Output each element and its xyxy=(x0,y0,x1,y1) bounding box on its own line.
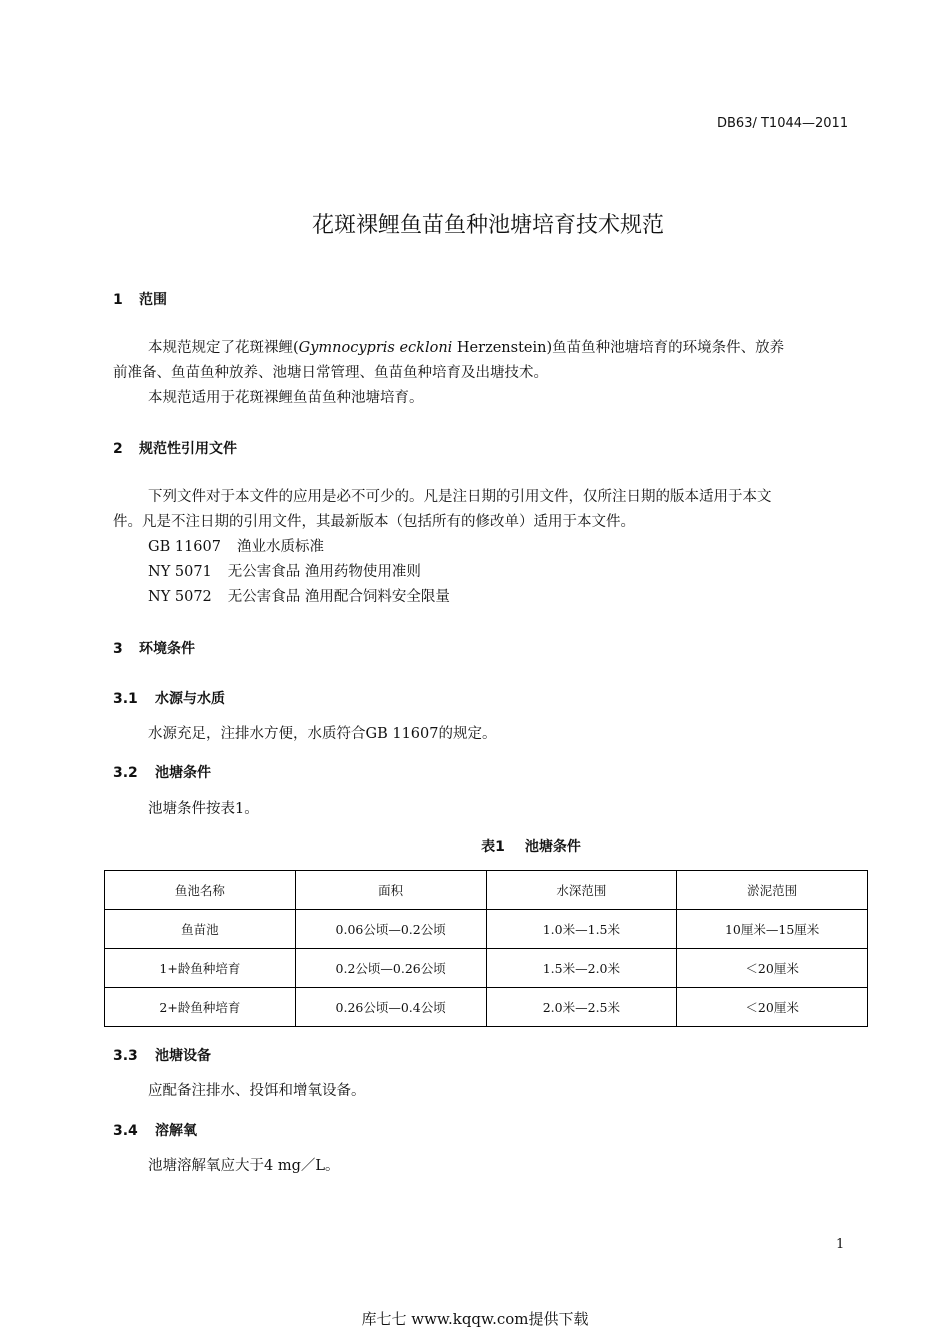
section-3-heading xyxy=(113,638,195,658)
table-cell: 0.06公顷—0.2公顷 xyxy=(295,910,486,949)
subsection-3-3-heading xyxy=(113,1045,211,1065)
text-run: 本规范规定了花斑裸鲤( xyxy=(148,340,299,356)
table-row xyxy=(105,949,868,988)
reference-name: 渔业水质标准 xyxy=(236,539,324,555)
document-code: DB63/ T1044—2011 xyxy=(717,116,849,131)
section-2-heading xyxy=(113,438,237,458)
table-cell: 0.2公顷—0.26公顷 xyxy=(295,949,486,988)
table-title: 池塘条件 xyxy=(524,839,581,855)
table-cell: ＜20厘米 xyxy=(677,988,868,1027)
section-1-heading xyxy=(113,289,167,309)
reference-item xyxy=(148,560,421,585)
section-1-paragraph-1-line-2: 前准备、鱼苗鱼种放养、池塘日常管理、鱼苗鱼种培育及出塘技术。 xyxy=(113,365,548,381)
subsection-number: 3.2 xyxy=(113,765,138,781)
latin-name: Gymnocypris eckloni xyxy=(298,340,453,356)
table-caption xyxy=(0,836,950,856)
footer-text: 库七七 www.kqqw.com提供下载 xyxy=(361,1310,589,1328)
section-2-paragraph-line-1: 下列文件对于本文件的应用是必不可少的。凡是注日期的引用文件，仅所注日期的版本适用于本文 xyxy=(148,489,772,505)
table-cell: 1.5米—2.0米 xyxy=(486,949,677,988)
table-cell: 1.0米—1.5米 xyxy=(486,910,677,949)
document-title: 花斑裸鲤鱼苗鱼种池塘培育技术规范 xyxy=(311,213,664,238)
table-cell: 2+龄鱼种培育 xyxy=(105,988,296,1027)
table-header-row xyxy=(105,871,868,910)
text-run: Herzenstein)鱼苗鱼种池塘培育的环境条件、放养 xyxy=(452,340,785,356)
reference-item xyxy=(148,535,324,560)
page-number: 1 xyxy=(836,1237,845,1252)
subsection-3-2-heading xyxy=(113,762,211,782)
section-title: 范围 xyxy=(139,292,167,308)
section-number: 2 xyxy=(113,441,123,457)
table-row xyxy=(105,988,868,1027)
subsection-3-4-text: 池塘溶解氧应大于4 mg／L。 xyxy=(148,1158,340,1174)
subsection-3-1-text: 水源充足，注排水方便，水质符合GB 11607的规定。 xyxy=(148,726,497,742)
section-title: 环境条件 xyxy=(139,641,195,657)
reference-code: GB 11607 xyxy=(148,539,221,555)
table-header-cell: 鱼池名称 xyxy=(105,871,296,910)
table-number: 表1 xyxy=(481,839,505,855)
table-row xyxy=(105,910,868,949)
subsection-title: 水源与水质 xyxy=(155,691,225,707)
subsection-title: 溶解氧 xyxy=(155,1123,197,1139)
subsection-number: 3.4 xyxy=(113,1123,138,1139)
table-header-cell: 面积 xyxy=(295,871,486,910)
subsection-3-3-text: 应配备注排水、投饵和增氧设备。 xyxy=(148,1083,366,1099)
table-header-cell: 淤泥范围 xyxy=(677,871,868,910)
section-number: 3 xyxy=(113,641,123,657)
section-1-paragraph-2: 本规范适用于花斑裸鲤鱼苗鱼种池塘培育。 xyxy=(148,390,424,406)
section-2-paragraph-line-2: 件。凡是不注日期的引用文件，其最新版本（包括所有的修改单）适用于本文件。 xyxy=(113,514,635,530)
reference-name: 无公害食品 渔用配合饲料安全限量 xyxy=(227,589,450,605)
reference-code: NY 5072 xyxy=(148,589,212,605)
table-cell: 鱼苗池 xyxy=(105,910,296,949)
reference-name: 无公害食品 渔用药物使用准则 xyxy=(227,564,421,580)
subsection-3-1-heading xyxy=(113,688,225,708)
table-header-cell: 水深范围 xyxy=(486,871,677,910)
section-title: 规范性引用文件 xyxy=(139,441,237,457)
table-cell: 1+龄鱼种培育 xyxy=(105,949,296,988)
table-cell: 10厘米—15厘米 xyxy=(677,910,868,949)
table-cell: ＜20厘米 xyxy=(677,949,868,988)
subsection-3-2-text: 池塘条件按表1。 xyxy=(148,801,259,817)
subsection-number: 3.1 xyxy=(113,691,138,707)
subsection-3-4-heading xyxy=(113,1120,197,1140)
section-1-paragraph-1-line-1 xyxy=(148,336,784,361)
reference-item xyxy=(148,585,450,610)
subsection-title: 池塘条件 xyxy=(155,765,211,781)
section-number: 1 xyxy=(113,292,123,308)
table-cell: 0.26公顷—0.4公顷 xyxy=(295,988,486,1027)
subsection-number: 3.3 xyxy=(113,1048,138,1064)
pond-conditions-table xyxy=(104,870,868,1027)
reference-code: NY 5071 xyxy=(148,564,212,580)
table-cell: 2.0米—2.5米 xyxy=(486,988,677,1027)
subsection-title: 池塘设备 xyxy=(155,1048,211,1064)
